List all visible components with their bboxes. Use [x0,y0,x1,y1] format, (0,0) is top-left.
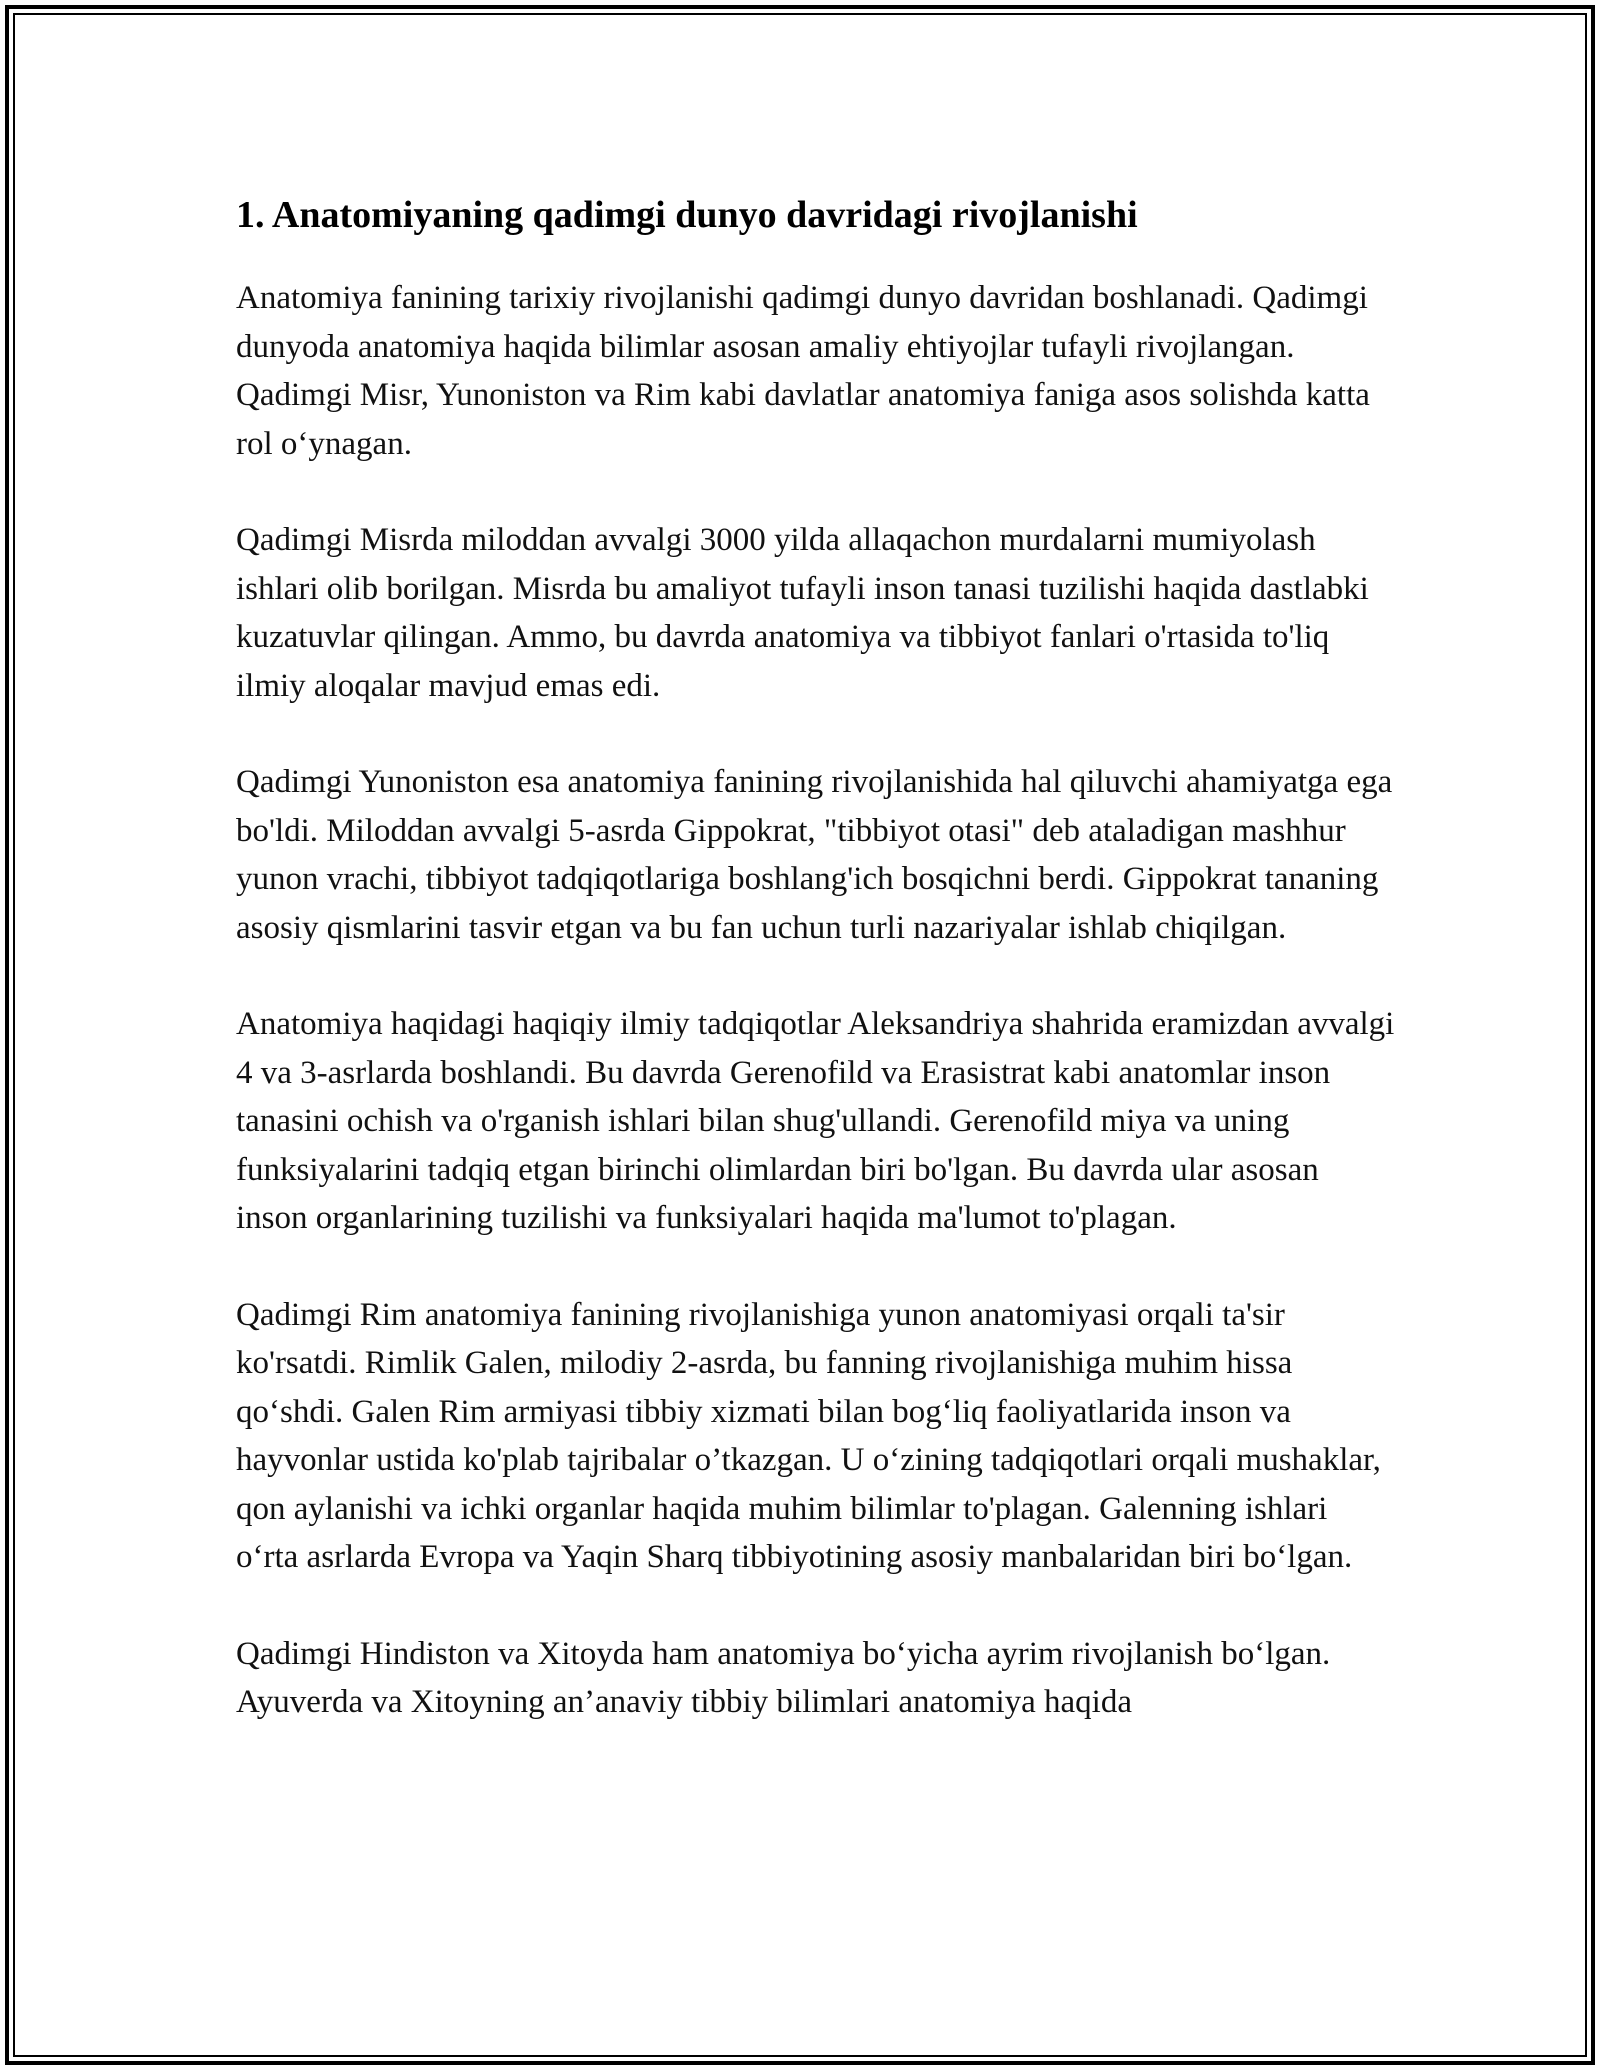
paragraph-india-china: Qadimgi Hindiston va Xitoyda ham anatomiya bo‘yicha ayrim rivojlanish bo‘lgan. Ayuverda va Xitoyning an’anaviy tibbiy bilimlari anatomiya haqida [236,1635,1331,1720]
document-body [236,186,1396,1775]
paragraph-egypt: Qadimgi Misrda miloddan avvalgi 3000 yilda allaqachon murdalarni mumiyolash ishlari olib borilgan. Misrda bu amaliyot tufayli inson tanasi tuzilishi haqida dastlabki kuzatuvlar qilingan. Ammo, bu davrda anatomiya va tibbiyot fanlari o'rtasida to'liq ilmiy aloqalar mavjud emas edi. [236,522,1369,704]
section-heading: 1. Anatomiyaning qadimgi dunyo davridagi rivojlanishi [236,194,1138,236]
paragraph-rome: Qadimgi Rim anatomiya fanining rivojlanishiga yunon anatomiyasi orqali ta'sir ko'rsatdi. Rimlik Galen, milodiy 2-asrda, bu fanning rivojlanishiga muhim hissa qo‘shdi. Galen Rim armiyasi tibbiy xizmati bilan bog‘liq faoliyatlarida inson va hayvonlar ustida ko'plab tajribalar o’tkazgan. U o‘zining tadqiqotlari orqali mushaklar, qon aylanishi va ichki organlar haqida muhim bilimlar to'plagan. Galenning ishlari o‘rta asrlarda Evropa va Yaqin Sharq tibbiyotining asosiy manbalaridan biri bo‘lgan. [236,1296,1381,1575]
paragraph-intro: Anatomiya fanining tarixiy rivojlanishi qadimgi dunyo davridan boshlanadi. Qadimgi dunyoda anatomiya haqida bilimlar asosan amaliy ehtiyojlar tufayli rivojlangan. Qadimgi Misr, Yunoniston va Rim kabi davlatlar anatomiya faniga asos solishda katta rol o‘ynagan. [236,280,1370,462]
paragraph-greece: Qadimgi Yunoniston esa anatomiya fanining rivojlanishida hal qiluvchi ahamiyatga ega bo'ldi. Miloddan avvalgi 5-asrda Gippokrat, "tibbiyot otasi" deb ataladigan mashhur yunon vrachi, tibbiyot tadqiqotlariga boshlang'ich bosqichni berdi. Gippokrat tananing asosiy qismlarini tasvir etgan va bu fan uchun turli nazariyalar ishlab chiqilgan. [236,764,1393,946]
paragraph-alexandria: Anatomiya haqidagi haqiqiy ilmiy tadqiqotlar Aleksandriya shahrida eramizdan avvalgi 4 va 3-asrlarda boshlandi. Bu davrda Gerenofild va Erasistrat kabi anatomlar inson tanasini ochish va o'rganish ishlari bilan shug'ullandi. Gerenofild miya va uning funksiyalarini tadqiq etgan birinchi olimlardan biri bo'lgan. Bu davrda ular asosan inson organlarining tuzilishi va funksiyalari haqida ma'lumot to'plagan. [236,1006,1395,1236]
